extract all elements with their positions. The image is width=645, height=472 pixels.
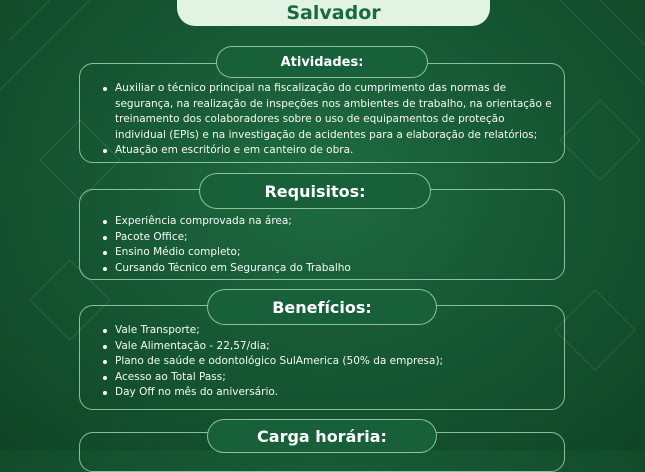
list-item: Cursando Técnico em Segurança do Trabalho [102,261,552,277]
list-item: Plano de saúde e odontológico SulAmerica (50% da empresa); [102,354,552,370]
list-item: Acesso ao Total Pass; [102,370,552,386]
city-title: Salvador [177,0,490,26]
list-item: Experiência comprovada na área; [102,214,552,230]
requisitos-list [102,214,552,276]
atividades-list [102,81,552,159]
list-item: Day Off no mês do aniversário. [102,385,552,401]
beneficios-list [102,323,552,401]
list-item: Auxiliar o técnico principal na fiscalização do cumprimento das normas de segurança, na realização de inspeções nos ambientes de trabalho, na orientação e treinamento dos colaboradores sobre o uso de equipamentos de proteção individual (EPIs) e na investigação de acidentes para a elaboração de relatórios; [102,81,552,143]
list-item: Pacote Office; [102,230,552,246]
list-item: Vale Transporte; [102,323,552,339]
list-item: Vale Alimentação - 22,57/dia; [102,339,552,355]
requisitos-heading: Requisitos: [199,173,431,209]
list-item: Atuação em escritório e em canteiro de obra. [102,143,552,159]
beneficios-heading: Benefícios: [207,289,437,325]
carga-horaria-heading: Carga horária: [207,419,437,453]
list-item: Ensino Médio completo; [102,245,552,261]
atividades-card [79,63,565,163]
atividades-heading: Atividades: [216,46,428,78]
